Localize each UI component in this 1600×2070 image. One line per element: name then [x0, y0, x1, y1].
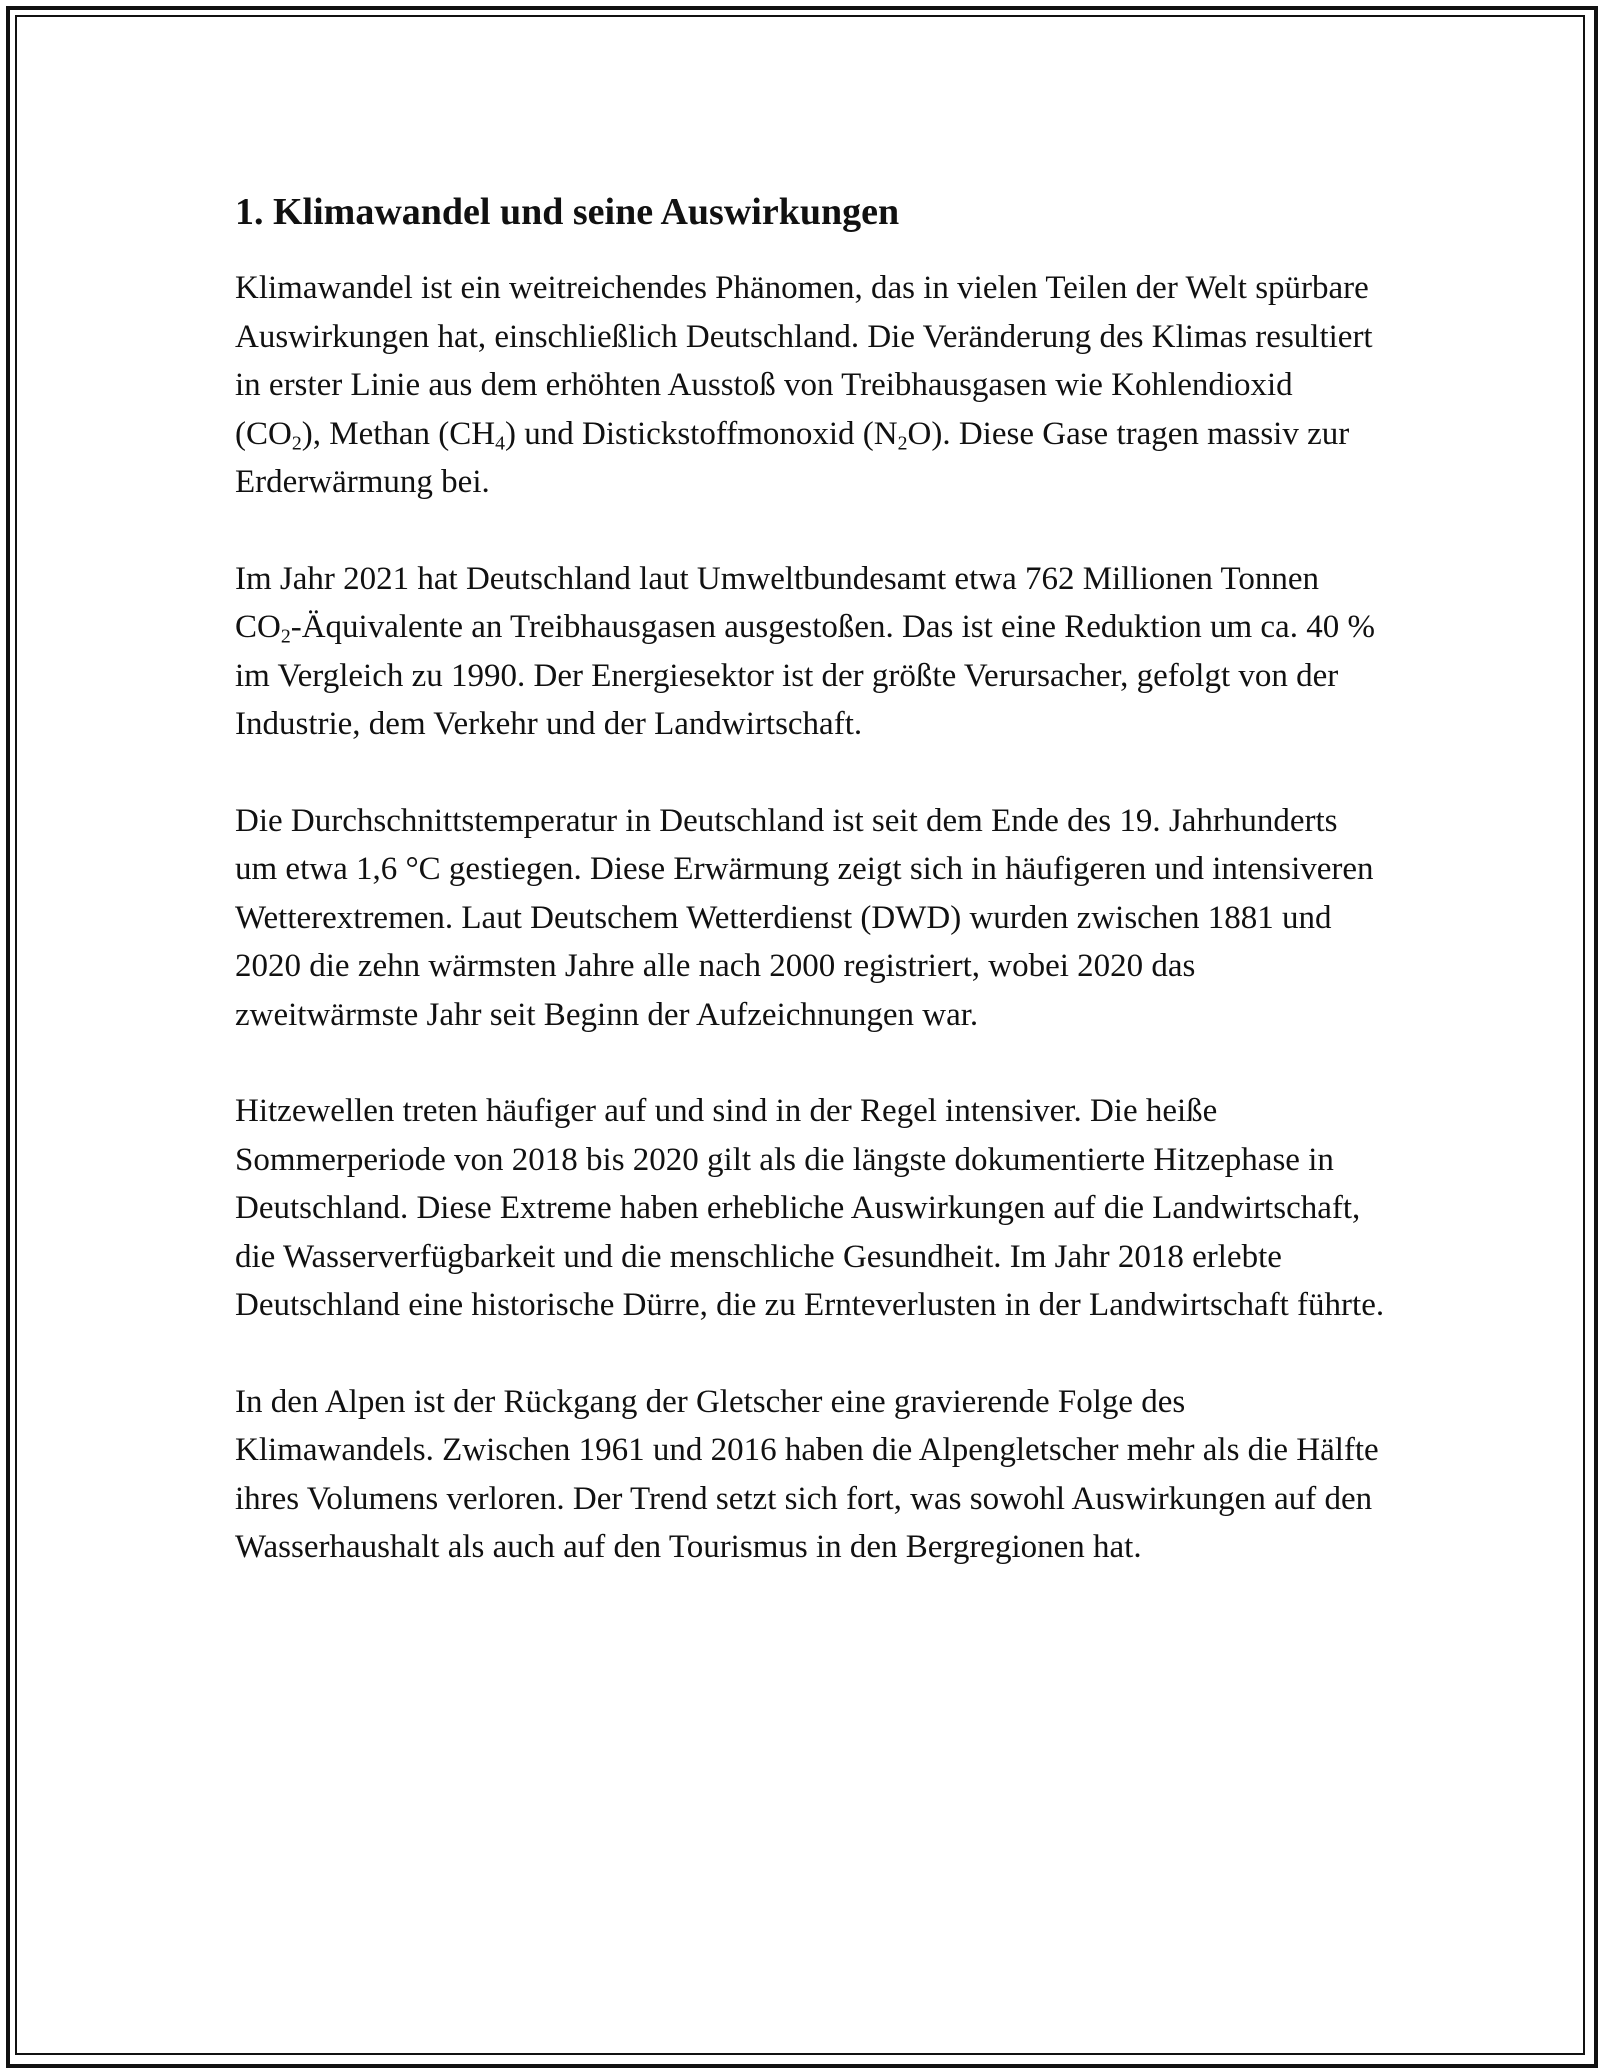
document-body — [235, 186, 1385, 1572]
section-heading: 1. Klimawandel und seine Auswirkungen — [235, 191, 900, 233]
paragraph-text: ) und Distickstoffmonoxid (N — [505, 415, 898, 452]
paragraph-text: O). Diese Gase tragen massiv zur Erderwärmung bei. — [235, 415, 1350, 500]
subscript: 2 — [291, 432, 302, 455]
paragraph-emissions — [235, 555, 1385, 749]
paragraph-text: Im Jahr 2021 hat Deutschland laut Umweltbundesamt etwa 762 Millionen Tonnen CO — [235, 560, 1320, 645]
paragraph-heatwaves: Hitzewellen treten häufiger auf und sind in der Regel intensiver. Die heiße Sommerperiode von 2018 bis 2020 gilt als die längste dokumentierte Hitzephase in Deutschland. Diese Extreme haben erhebliche Auswirkungen auf die Landwirtschaft, die Wasserverfügbarkeit und die menschliche Gesundheit. Im Jahr 2018 erlebte Deutschland eine historische Dürre, die zu Ernteverlusten in der Landwirtschaft führte. — [235, 1093, 1385, 1323]
paragraph-text: ), Methan (CH — [301, 415, 496, 452]
paragraph-greenhouse-gases — [235, 264, 1385, 507]
paragraph-temperature: Die Durchschnittstemperatur in Deutschland ist seit dem Ende des 19. Jahrhunderts um etwa 1,6 °C gestiegen. Diese Erwärmung zeigt sich in häufigeren und intensiveren Wetterextremen. Laut Deutschem Wetterdienst (DWD) wurden zwischen 1881 und 2020 die zehn wärmsten Jahre alle nach 2000 registriert, wobei 2020 das zweitwärmste Jahr seit Beginn der Aufzeichnungen war. — [235, 802, 1374, 1033]
subscript: 2 — [897, 432, 908, 455]
paragraph-text: -Äquivalente an Treibhausgasen ausgestoßen. Das ist eine Reduktion um ca. 40 % im Vergleich zu 1990. Der Energiesektor ist der größte Verursacher, gefolgt von der Industrie, dem Verkehr und der Landwirtschaft. — [235, 609, 1375, 742]
subscript: 4 — [495, 432, 506, 455]
subscript: 2 — [280, 625, 291, 648]
paragraph-glaciers: In den Alpen ist der Rückgang der Gletscher eine gravierende Folge des Klimawandels. Zwischen 1961 und 2016 haben die Alpengletscher mehr als die Hälfte ihres Volumens verloren. Der Trend setzt sich fort, was sowohl Auswirkungen auf den Wasserhaushalt als auch auf den Tourismus in den Bergregionen hat. — [235, 1383, 1379, 1565]
paragraph-text: Klimawandel ist ein weitreichendes Phänomen, das in vielen Teilen der Welt spürbare Auswirkungen hat, einschließlich Deutschland. Die Veränderung des Klimas resultiert in erster Linie aus dem erhöhten Ausstoß von Treibhausgasen wie Kohlendioxid (CO — [235, 270, 1373, 452]
